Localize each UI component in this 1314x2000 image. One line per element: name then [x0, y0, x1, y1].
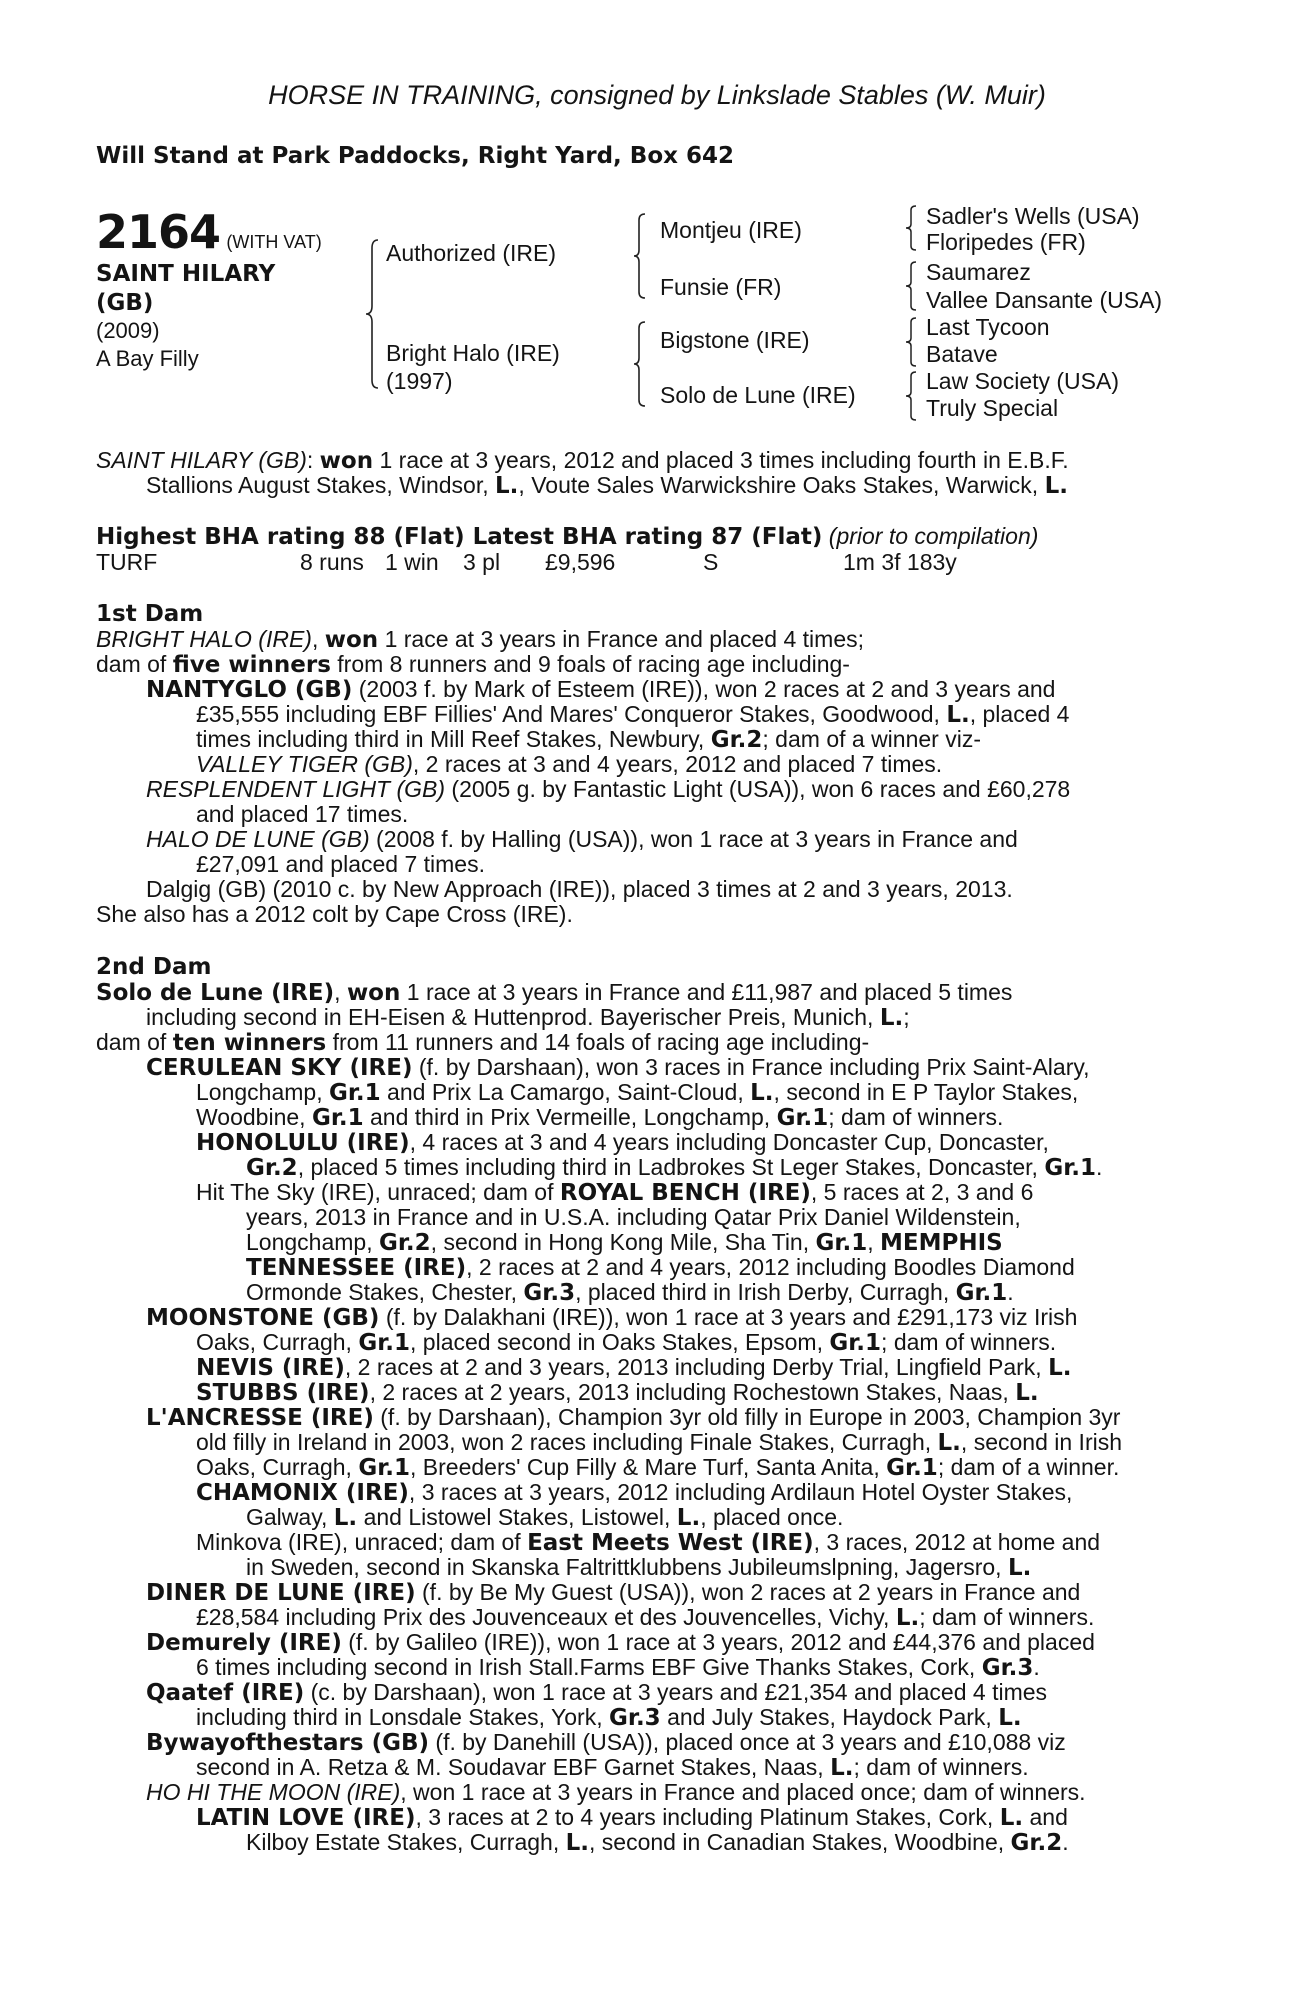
- dam2-line-10: years, 2013 in France and in U.S.A. including Qatar Prix Daniel Wildenstein,: [246, 1204, 1021, 1230]
- sire-sire: Montjeu (IRE): [660, 217, 802, 243]
- sire-brace: [633, 212, 649, 300]
- ancestor-2: Floripedes (FR): [926, 229, 1086, 255]
- dam2-line-6: Woodbine, Gr.1 and third in Prix Vermeille, Longchamp, Gr.1; dam of winners.: [196, 1104, 1004, 1131]
- dam1-line-h: and placed 17 times.: [196, 801, 409, 827]
- dam1-line-c: NANTYGLO (GB) (2003 f. by Mark of Esteem (IRE)), won 2 races at 2 and 3 years and: [146, 676, 1056, 703]
- dam1-line-d: £35,555 including EBF Fillies' And Mares' Conqueror Stakes, Goodwood, L., placed 4: [196, 701, 1070, 728]
- dam2-line-31: Bywayofthestars (GB) (f. by Danehill (USA)), placed once at 3 years and £10,088 viz: [146, 1729, 1066, 1756]
- dam2-line-18: L'ANCRESSE (IRE) (f. by Darshaan), Champion 3yr old filly in Europe in 2003, Champion 3yr: [146, 1404, 1121, 1431]
- dam2-line-28: 6 times including second in Irish Stall.Farms EBF Give Thanks Stakes, Cork, Gr.3.: [196, 1654, 1040, 1681]
- dam2-line-4: CERULEAN SKY (IRE) (f. by Darshaan), won 3 races in France including Prix Saint-Alary,: [146, 1054, 1090, 1081]
- dam2-line-17: STUBBS (IRE), 2 races at 2 years, 2013 including Rochestown Stakes, Naas, L.: [196, 1379, 1039, 1406]
- ancestor-6: Batave: [926, 341, 998, 367]
- horse-description: A Bay Filly: [96, 346, 199, 371]
- race-record-line-2: Stallions August Stakes, Windsor, L., Voute Sales Warwickshire Oaks Stakes, Warwick, L.: [146, 472, 1068, 499]
- dam2-line-22: Galway, L. and Listowel Stakes, Listowel, L., placed once.: [246, 1504, 844, 1531]
- dam2-line-20: Oaks, Curragh, Gr.1, Breeders' Cup Filly & Mare Turf, Santa Anita, Gr.1; dam of a winner.: [196, 1454, 1120, 1481]
- dam1-line-f: VALLEY TIGER (GB), 2 races at 3 and 4 years, 2012 and placed 7 times.: [196, 751, 943, 777]
- dam2-line-13: Ormonde Stakes, Chester, Gr.3, placed third in Irish Derby, Curragh, Gr.1.: [246, 1279, 1014, 1306]
- dam1-line-g: RESPLENDENT LIGHT (GB) (2005 g. by Fantastic Light (USA)), won 6 races and £60,278: [146, 776, 1071, 802]
- g3-brace-3: [905, 316, 919, 368]
- dam2-line-19: old filly in Ireland in 2003, won 2 races including Finale Stakes, Curragh, L., second in Irish: [196, 1429, 1123, 1456]
- first-dam-heading: 1st Dam: [96, 601, 204, 627]
- dam1-line-i: HALO DE LUNE (GB) (2008 f. by Halling (USA)), won 1 race at 3 years in France and: [146, 826, 1018, 852]
- dam2-line-24: in Sweden, second in Skanska Faltrittklubbens Jubileumslpning, Jagersro, L.: [246, 1554, 1032, 1581]
- g3-brace-4: [905, 370, 919, 422]
- dam2-line-23: Minkova (IRE), unraced; dam of East Meets West (IRE), 3 races, 2012 at home and: [196, 1529, 1101, 1556]
- page-title: HORSE IN TRAINING, consigned by Linkslade Stables (W. Muir): [268, 80, 1046, 110]
- dam2-line-2: including second in EH-Eisen & Huttenprod. Bayerischer Preis, Munich, L.;: [146, 1004, 910, 1031]
- dam2-line-35: Kilboy Estate Stakes, Curragh, L., second in Canadian Stakes, Woodbine, Gr.2.: [246, 1829, 1069, 1856]
- bha-rating: Highest BHA rating 88 (Flat) Latest BHA rating 87 (Flat) (prior to compilation): [96, 523, 1039, 550]
- dam1-line-b: dam of five winners from 8 runners and 9 foals of racing age including-: [96, 651, 850, 678]
- ancestor-5: Last Tycoon: [926, 314, 1050, 340]
- dam2-line-15: Oaks, Curragh, Gr.1, placed second in Oaks Stakes, Epsom, Gr.1; dam of winners.: [196, 1329, 1057, 1356]
- sire: Authorized (IRE): [386, 240, 557, 266]
- dam1-line-j: £27,091 and placed 7 times.: [196, 851, 485, 877]
- dam1-line-a: BRIGHT HALO (IRE), won 1 race at 3 years in France and placed 4 times;: [96, 626, 864, 653]
- dam2-line-16: NEVIS (IRE), 2 races at 2 and 3 years, 2013 including Derby Trial, Lingfield Park, L.: [196, 1354, 1072, 1381]
- dam2-line-27: Demurely (IRE) (f. by Galileo (IRE)), won 1 race at 3 years, 2012 and £44,376 and placed: [146, 1629, 1095, 1656]
- dam2-line-1: Solo de Lune (IRE), won 1 race at 3 years in France and £11,987 and placed 5 times: [96, 979, 1013, 1006]
- second-dam-heading: 2nd Dam: [96, 954, 212, 980]
- dam2-line-33: HO HI THE MOON (IRE), won 1 race at 3 years in France and placed once; dam of winners.: [146, 1779, 1086, 1805]
- dam2-line-30: including third in Lonsdale Stakes, York, Gr.3 and July Stakes, Haydock Park, L.: [196, 1704, 1022, 1731]
- dam1-line-l: She also has a 2012 colt by Cape Cross (IRE).: [96, 901, 573, 927]
- dam-year: (1997): [386, 368, 453, 394]
- dam2-line-29: Qaatef (IRE) (c. by Darshaan), won 1 race at 3 years and £21,354 and placed 4 times: [146, 1679, 1048, 1706]
- horse-country: (GB): [96, 290, 154, 316]
- dam: Bright Halo (IRE): [386, 340, 560, 366]
- dam2-line-3: dam of ten winners from 11 runners and 14 foals of racing age including-: [96, 1029, 870, 1056]
- foaling-year: (2009): [96, 318, 160, 343]
- ancestor-4: Vallee Dansante (USA): [926, 287, 1163, 313]
- g3-brace-2: [905, 260, 919, 312]
- dam-sire: Bigstone (IRE): [660, 327, 810, 353]
- dam2-line-11: Longchamp, Gr.2, second in Hong Kong Mile, Sha Tin, Gr.1, MEMPHIS: [246, 1229, 1003, 1256]
- sale-location: Will Stand at Park Paddocks, Right Yard, Box 642: [96, 143, 734, 169]
- dam1-line-e: times including third in Mill Reef Stakes, Newbury, Gr.2; dam of a winner viz-: [196, 726, 981, 753]
- dam1-line-k: Dalgig (GB) (2010 c. by New Approach (IRE)), placed 3 times at 2 and 3 years, 2013.: [146, 876, 1013, 902]
- sire-dam-brace: [364, 238, 384, 390]
- dam-brace: [633, 320, 649, 408]
- ancestor-3: Saumarez: [926, 259, 1031, 285]
- ancestor-1: Sadler's Wells (USA): [926, 203, 1140, 229]
- dam-dam: Solo de Lune (IRE): [660, 382, 856, 408]
- vat-note: (WITH VAT): [226, 232, 322, 252]
- sire-dam: Funsie (FR): [660, 274, 782, 300]
- dam2-line-12: TENNESSEE (IRE), 2 races at 2 and 4 years, 2012 including Boodles Diamond: [246, 1254, 1075, 1281]
- ancestor-7: Law Society (USA): [926, 368, 1120, 394]
- dam2-line-34: LATIN LOVE (IRE), 3 races at 2 to 4 years including Platinum Stakes, Cork, L. and: [196, 1804, 1068, 1831]
- ancestor-8: Truly Special: [926, 395, 1059, 421]
- dam2-line-21: CHAMONIX (IRE), 3 races at 3 years, 2012 including Ardilaun Hotel Oyster Stakes,: [196, 1479, 1073, 1506]
- dam2-line-8: Gr.2, placed 5 times including third in Ladbrokes St Leger Stakes, Doncaster, Gr.1.: [246, 1154, 1103, 1181]
- dam2-line-5: Longchamp, Gr.1 and Prix La Camargo, Saint-Cloud, L., second in E P Taylor Stakes,: [196, 1079, 1079, 1106]
- dam2-line-32: second in A. Retza & M. Soudavar EBF Garnet Stakes, Naas, L.; dam of winners.: [196, 1754, 1029, 1781]
- dam2-line-14: MOONSTONE (GB) (f. by Dalakhani (IRE)), won 1 race at 3 years and £291,173 viz Irish: [146, 1304, 1078, 1331]
- dam2-line-9: Hit The Sky (IRE), unraced; dam of ROYAL BENCH (IRE), 5 races at 2, 3 and 6: [196, 1179, 1034, 1206]
- dam2-line-25: DINER DE LUNE (IRE) (f. by Be My Guest (USA)), won 2 races at 2 years in France and: [146, 1579, 1081, 1606]
- race-record-line-1: SAINT HILARY (GB): won 1 race at 3 years, 2012 and placed 3 times including fourth in E.B.F.: [96, 447, 1069, 474]
- lot-number: 2164: [96, 205, 221, 259]
- horse-name: SAINT HILARY: [96, 261, 276, 287]
- dam2-line-7: HONOLULU (IRE), 4 races at 3 and 4 years including Doncaster Cup, Doncaster,: [196, 1129, 1049, 1156]
- dam2-line-26: £28,584 including Prix des Jouvenceaux et des Jouvencelles, Vichy, L.; dam of winners.: [196, 1604, 1095, 1631]
- g3-brace-1: [905, 204, 919, 252]
- lot-info: [96, 205, 322, 372]
